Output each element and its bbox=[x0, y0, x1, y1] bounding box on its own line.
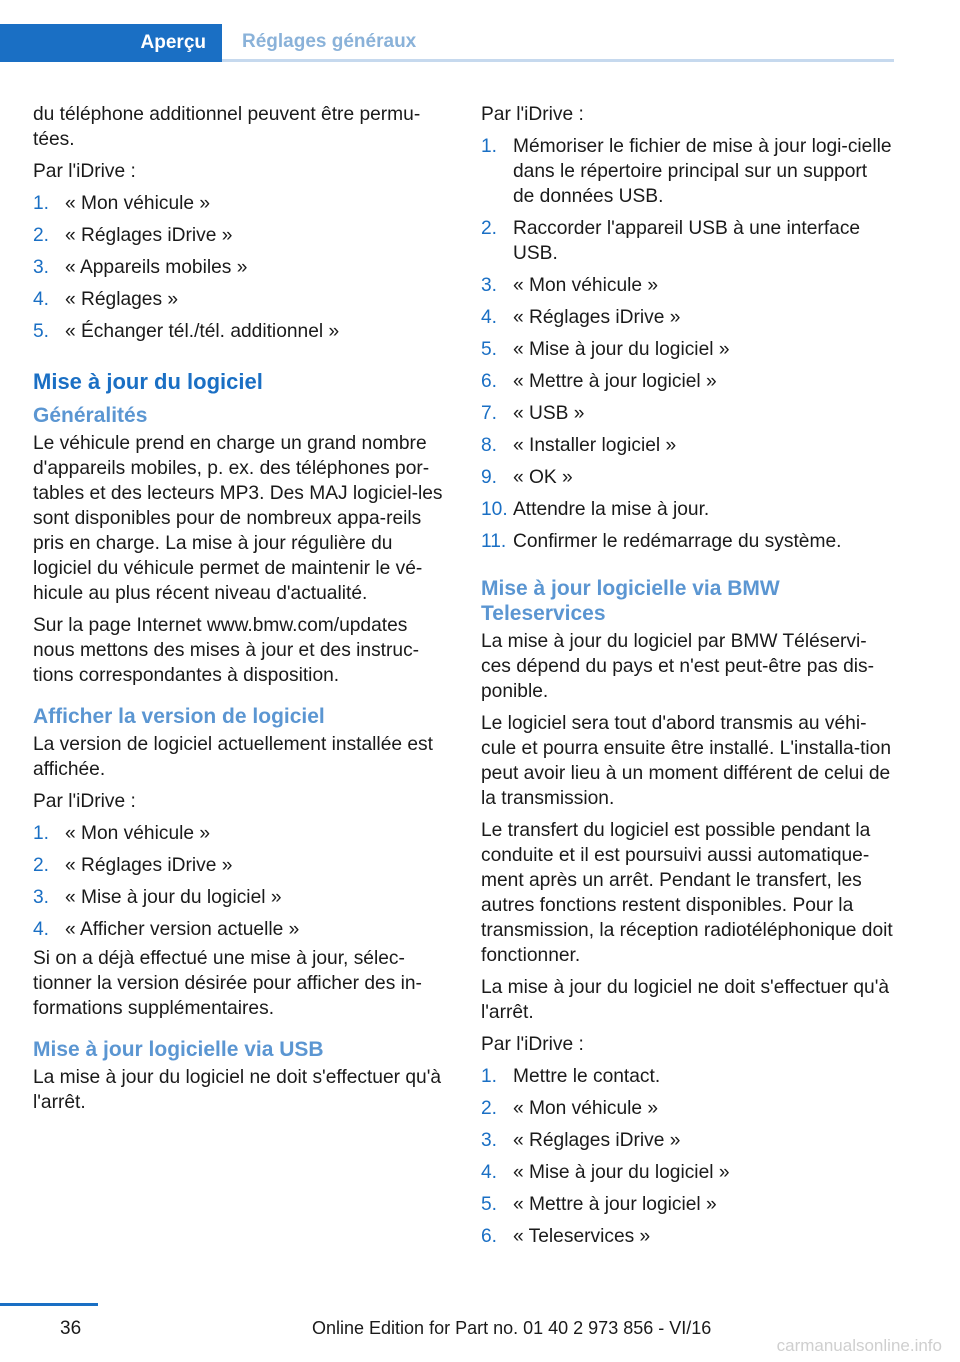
right-column bbox=[481, 102, 893, 1261]
list-item: 8. « Installer logiciel » bbox=[481, 435, 677, 456]
watermark: carmanualsonline.info bbox=[776, 1336, 942, 1355]
list-item: 9. « OK » bbox=[481, 467, 573, 488]
paragraph: La mise à jour du logiciel ne doit s'effectuer qu'à l'arrêt. bbox=[33, 1067, 442, 1113]
par-idrive-label: Par l'iDrive : bbox=[33, 161, 136, 182]
footer-rule bbox=[0, 1303, 98, 1306]
paragraph: Si on a déjà effectué une mise à jour, sélec-tionner la version désirée pour afficher des in-formations supplémentaires. bbox=[33, 948, 422, 1019]
steps-list bbox=[33, 191, 451, 344]
list-item: 2. « Mon véhicule » bbox=[481, 1098, 659, 1119]
list-item: 6. « Mettre à jour logiciel » bbox=[481, 371, 717, 392]
list-item: 3. « Mon véhicule » bbox=[481, 275, 659, 296]
steps-list bbox=[481, 1064, 893, 1249]
subheading-usb: Mise à jour logicielle via USB bbox=[33, 1038, 324, 1061]
list-item: 1. « Mon véhicule » bbox=[33, 193, 211, 214]
list-item: 2. « Réglages iDrive » bbox=[33, 855, 233, 876]
list-item: 3. « Mise à jour du logiciel » bbox=[33, 887, 282, 908]
paragraph: Le véhicule prend en charge un grand nombre d'appareils mobiles, p. ex. des téléphones por-tables et des lecteurs MP3. Des MAJ logiciel-les sont disponibles pour de nombreux appa-reils pris en charge. La mise à jour régulière du logiciel du véhicule permet de maintenir le vé-hicule au plus récent niveau d'actualité. bbox=[33, 433, 443, 604]
list-item: 3. « Appareils mobiles » bbox=[33, 257, 248, 278]
list-item: 4. « Afficher version actuelle » bbox=[33, 919, 300, 940]
tab-apercu[interactable]: Aperçu bbox=[0, 24, 222, 62]
edition-text: Online Edition for Part no. 01 40 2 973 856 - VI/16 bbox=[312, 1318, 712, 1338]
list-item: 1. « Mon véhicule » bbox=[33, 823, 211, 844]
intro-text: du téléphone additionnel peuvent être permu-tées. bbox=[33, 104, 421, 150]
list-item: 10. Attendre la mise à jour. bbox=[481, 499, 710, 520]
list-item: 3. « Réglages iDrive » bbox=[481, 1130, 681, 1151]
list-item: 4. « Réglages iDrive » bbox=[481, 307, 681, 328]
steps-list bbox=[33, 821, 451, 942]
subheading-generalites: Généralités bbox=[33, 404, 148, 427]
section-heading-update: Mise à jour du logiciel bbox=[33, 369, 263, 394]
left-column bbox=[33, 102, 451, 1122]
paragraph: Le transfert du logiciel est possible pendant la conduite et il est poursuivi aussi automatique-ment après un arrêt. Pendant le transfert, les autres fonctions restent disponibles. Pour la transmission, la réception radiotéléphonique doit fonctionner. bbox=[481, 820, 893, 966]
page-number: 36 bbox=[60, 1318, 82, 1339]
list-item: 4. « Réglages » bbox=[33, 289, 179, 310]
tab-reglages-generaux[interactable]: Réglages généraux bbox=[222, 24, 894, 62]
steps-list bbox=[481, 134, 893, 554]
list-item: 5. « Échanger tél./tél. additionnel » bbox=[33, 321, 340, 342]
par-idrive-label: Par l'iDrive : bbox=[33, 791, 136, 812]
list-item: 6. « Teleservices » bbox=[481, 1226, 651, 1247]
paragraph: Le logiciel sera tout d'abord transmis au véhi-cule et pourra ensuite être installé. L'installa-tion peut avoir lieu à un moment différent de celui de la transmission. bbox=[481, 713, 892, 809]
paragraph: La mise à jour du logiciel par BMW Téléservi-ces dépend du pays et n'est peut-être pas dis-ponible. bbox=[481, 631, 874, 702]
list-item: 2. Raccorder l'appareil USB à une interface USB. bbox=[481, 218, 861, 264]
par-idrive-label: Par l'iDrive : bbox=[481, 1034, 584, 1055]
paragraph: La version de logiciel actuellement installée est affichée. bbox=[33, 734, 433, 780]
subheading-show-version: Afficher la version de logiciel bbox=[33, 705, 325, 728]
paragraph: La mise à jour du logiciel ne doit s'effectuer qu'à l'arrêt. bbox=[481, 977, 890, 1023]
list-item: 5. « Mise à jour du logiciel » bbox=[481, 339, 730, 360]
list-item: 7. « USB » bbox=[481, 403, 585, 424]
list-item: 4. « Mise à jour du logiciel » bbox=[481, 1162, 730, 1183]
paragraph: Sur la page Internet www.bmw.com/updates nous mettons des mises à jour et des instruc-tions correspondantes à disposition. bbox=[33, 615, 420, 686]
list-item: 11. Confirmer le redémarrage du système. bbox=[481, 531, 842, 552]
list-item: 2. « Réglages iDrive » bbox=[33, 225, 233, 246]
list-item: 1. Mettre le contact. bbox=[481, 1066, 661, 1087]
list-item: 1. Mémoriser le fichier de mise à jour logi-cielle dans le répertoire principal sur un support de données USB. bbox=[481, 136, 892, 207]
list-item: 5. « Mettre à jour logiciel » bbox=[481, 1194, 717, 1215]
par-idrive-label: Par l'iDrive : bbox=[481, 104, 584, 125]
subheading-teleservices: Mise à jour logicielle via BMW Teleservices bbox=[481, 577, 780, 625]
